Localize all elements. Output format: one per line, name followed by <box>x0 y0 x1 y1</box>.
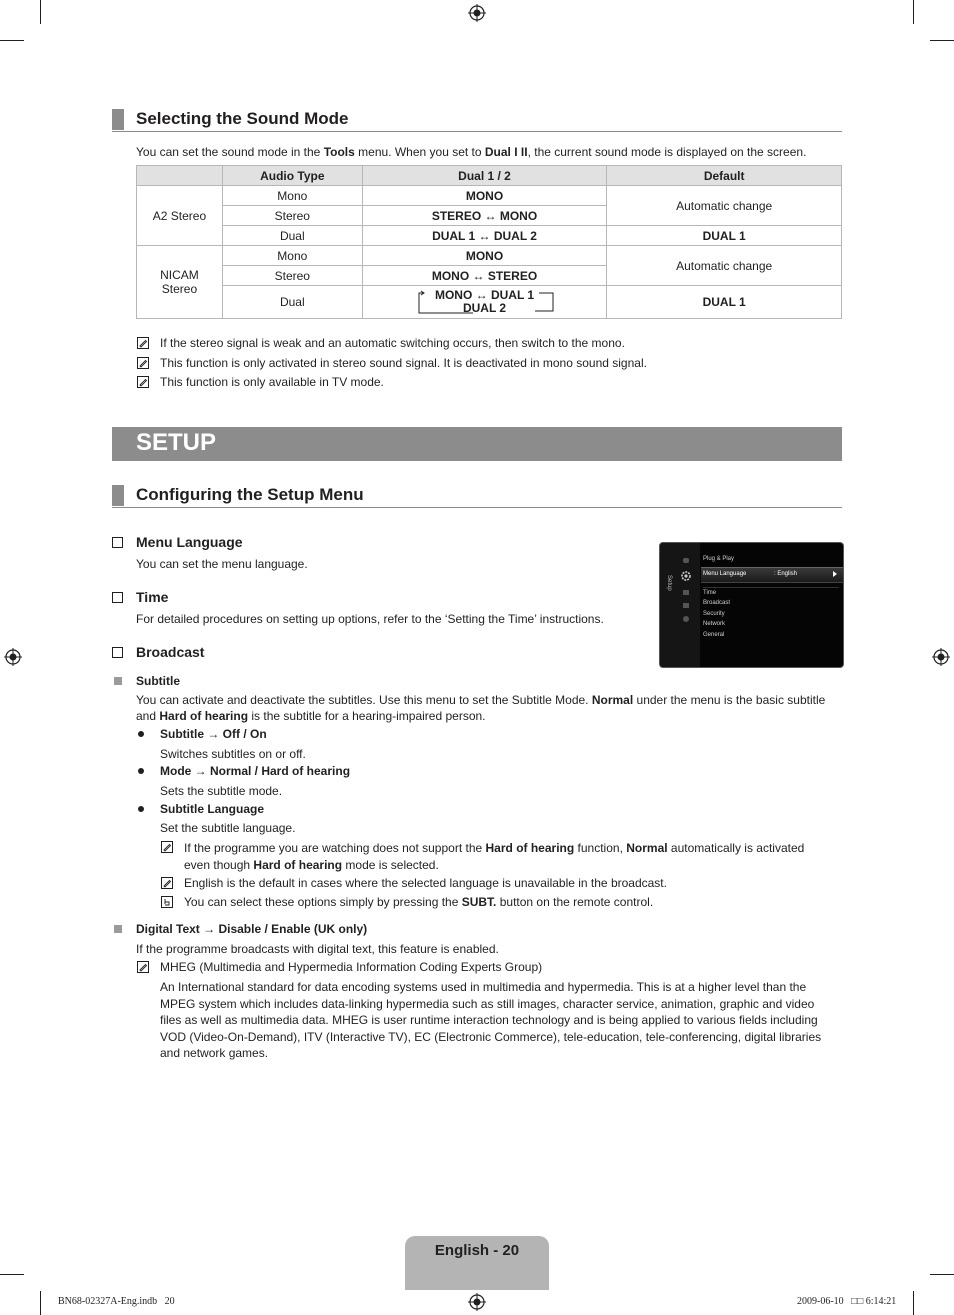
table-header: Default <box>607 166 842 186</box>
chapter-title-bar <box>112 427 842 461</box>
osd-arrow-right-icon <box>833 571 837 577</box>
osd-small-icon <box>683 590 689 595</box>
table-cell-group <box>137 246 223 319</box>
text-bold: Hard of hearing <box>159 709 249 723</box>
group-label: Stereo <box>161 282 198 296</box>
setup-menu-screenshot <box>659 542 844 668</box>
text-line: VOD (Video-On-Demand), ITV (Interactive TV), EC (Electronic Commerce), tele-education, tele-conferencing, digital libraries <box>160 1029 822 1044</box>
intro-text: , the current sound mode is displayed on the screen. <box>527 145 807 159</box>
table-cell <box>607 286 842 319</box>
note-text: If the stereo signal is weak and an automatic switching occurs, then switch to the mono. <box>160 336 625 350</box>
text-run: is the subtitle for a hearing-impaired person. <box>248 709 486 723</box>
note-text: This function is only activated in stereo sound signal. It is deactivated in mono sound signal. <box>160 356 647 370</box>
table-row <box>137 286 842 319</box>
text-bold: Hard of hearing <box>485 841 575 855</box>
print-slug-left: BN68-02327A-Eng.indb 20 <box>58 1296 175 1307</box>
table-row <box>137 246 842 266</box>
heading-text: Configuring the Setup Menu <box>136 485 364 504</box>
registration-mark-icon <box>468 4 486 22</box>
cell-value: MONO ↔ DUAL 1 <box>434 288 535 302</box>
cell-value: DUAL 2 <box>462 301 507 315</box>
osd-side-label: Setup <box>666 575 672 591</box>
osd-menu-item: General <box>703 632 725 638</box>
osd-small-icon <box>683 558 689 563</box>
crop-mark <box>0 40 24 41</box>
subtitle-desc <box>136 692 842 724</box>
intro-text: You can set the sound mode in the <box>136 145 324 159</box>
intro-bold: Tools <box>323 145 355 159</box>
page-number: English - 20 <box>434 1242 520 1259</box>
note-icon <box>137 337 149 349</box>
checkbox-bullet-icon <box>112 647 123 658</box>
note-icon <box>137 961 149 973</box>
checkbox-bullet-icon <box>112 592 123 603</box>
table-cell <box>362 226 607 246</box>
cell-value: DUAL 1 <box>702 228 746 243</box>
text-run: function, <box>574 841 627 855</box>
digital-text-title: Digital Text → Disable / Enable (UK only) <box>136 922 368 936</box>
crop-mark <box>40 1291 41 1315</box>
osd-menu-item: Plug & Play <box>703 556 735 562</box>
heading-bar <box>112 485 124 506</box>
text-bold: SUBT. <box>461 895 497 909</box>
crop-mark <box>913 1291 914 1315</box>
table-row <box>137 226 842 246</box>
bullet-dot-icon <box>138 806 144 812</box>
cycle-arrow-icon <box>415 289 557 315</box>
bullet-dot-icon <box>138 731 144 737</box>
broadcast-title: Broadcast <box>136 644 205 660</box>
crop-mark <box>930 40 954 41</box>
crop-mark <box>40 0 41 24</box>
text-run: even though <box>184 858 254 872</box>
osd-menu-item: Broadcast <box>703 600 731 606</box>
note-text: English is the default in cases where the selected language is unavailable in the broadcast. <box>184 876 667 890</box>
group-label: NICAM <box>160 268 199 282</box>
table-header <box>137 166 223 186</box>
table-cell: Dual <box>222 226 362 246</box>
digital-text-desc: If the programme broadcasts with digital text, this feature is enabled. <box>136 942 499 956</box>
subtitle-onoff-desc: Switches subtitles on or off. <box>160 747 306 761</box>
note-text: MHEG (Multimedia and Hypermedia Information Coding Experts Group) <box>160 960 543 974</box>
registration-mark-icon <box>468 1293 486 1311</box>
table-header: Audio Type <box>222 166 362 186</box>
table-cell <box>362 246 607 266</box>
menu-language-title: Menu Language <box>136 534 243 550</box>
table-cell: Mono <box>222 186 362 206</box>
osd-sidebar <box>660 543 700 667</box>
page-number-tab <box>405 1236 549 1290</box>
heading-bar <box>112 109 124 130</box>
osd-divider <box>703 587 839 588</box>
menu-language-desc: You can set the menu language. <box>136 557 308 571</box>
registration-mark-icon <box>932 648 950 666</box>
osd-menu-item: Time <box>703 590 717 596</box>
cell-value: DUAL 1 ↔ DUAL 2 <box>432 228 537 243</box>
table-cell: Stereo <box>222 206 362 226</box>
text-run: under the menu is the basic subtitle <box>633 693 826 707</box>
note-icon <box>161 841 173 853</box>
table-cell: Dual <box>222 286 362 319</box>
cell-value: STEREO ↔ MONO <box>431 208 538 223</box>
cell-value: MONO <box>465 248 504 263</box>
osd-menu-item: Security <box>703 611 725 617</box>
text-line: MPEG system which includes data-linking hypermedia such as still images, character service, animation, graphic and video <box>160 996 815 1011</box>
subtitle-mode-desc: Sets the subtitle mode. <box>160 784 283 798</box>
text-bold: Normal <box>591 693 634 707</box>
sound-mode-table <box>136 165 842 319</box>
table-cell <box>362 266 607 286</box>
table-header-row <box>137 166 842 186</box>
text-run: button on the remote control. <box>496 895 654 909</box>
checkbox-bullet-icon <box>112 537 123 548</box>
text-line: An International standard for data encoding systems used in multimedia and hypermedia. This is at a higher level than the <box>160 980 807 994</box>
crop-mark <box>930 1274 954 1275</box>
section-heading-configuring <box>112 485 842 508</box>
text-bold: Normal <box>626 841 668 855</box>
intro-text: menu. When you set to <box>354 145 485 159</box>
subtitle-language-desc: Set the subtitle language. <box>160 821 296 835</box>
subtitle-mode-title: Mode → Normal / Hard of hearing <box>160 764 351 778</box>
intro-bold: Dual I II <box>484 145 528 159</box>
osd-gear-icon <box>680 570 692 582</box>
remote-button-icon <box>161 896 173 908</box>
registration-mark-icon <box>4 648 22 666</box>
bullet-dot-icon <box>138 768 144 774</box>
text-run: You can activate and deactivate the subtitles. Use this menu to set the Subtitle Mode. <box>136 693 592 707</box>
note-text <box>184 840 844 874</box>
sound-intro <box>136 144 842 160</box>
table-cell-group: A2 Stereo <box>137 186 223 246</box>
time-title: Time <box>136 589 169 605</box>
table-cell: Stereo <box>222 266 362 286</box>
table-cell <box>607 226 842 246</box>
mheg-description <box>160 979 844 1062</box>
text-line: files as well as multimedia data. MHEG is user runtime interaction technology and is being applied to various fields including <box>160 1013 818 1027</box>
note-icon <box>137 357 149 369</box>
osd-small-icon <box>683 603 689 608</box>
table-cell: Mono <box>222 246 362 266</box>
text-run: automatically is activated <box>667 841 805 855</box>
crop-mark <box>0 1274 24 1275</box>
subtitle-onoff-title: Subtitle → Off / On <box>160 727 267 741</box>
time-desc: For detailed procedures on setting up options, refer to the ‘Setting the Time’ instructions. <box>136 612 604 626</box>
table-cell: Automatic change <box>607 186 842 226</box>
text-run: If the programme you are watching does not support the <box>184 841 486 855</box>
osd-small-icon <box>683 616 689 622</box>
note-text: This function is only available in TV mode. <box>160 375 384 389</box>
note-text <box>184 895 653 910</box>
subtitle-title: Subtitle <box>136 674 180 688</box>
osd-menu-item: Menu Language <box>703 571 747 577</box>
table-cell <box>362 206 607 226</box>
osd-menu-item: Network <box>703 621 726 627</box>
cell-value: MONO ↔ STEREO <box>431 268 538 283</box>
table-cell <box>362 186 607 206</box>
table-cell: Automatic change <box>607 246 842 286</box>
crop-mark <box>913 0 914 24</box>
text-run: You can select these options simply by pressing the <box>184 895 462 909</box>
section-heading-sound-mode <box>112 109 842 132</box>
text-line: and network games. <box>160 1046 269 1060</box>
square-bullet-icon <box>114 925 122 933</box>
heading-text: Selecting the Sound Mode <box>136 109 349 128</box>
text-run: mode is selected. <box>342 858 439 872</box>
osd-menu-value: : English <box>774 571 798 577</box>
text-bold: Hard of hearing <box>253 858 343 872</box>
table-header: Dual 1 / 2 <box>362 166 607 186</box>
note-icon <box>137 376 149 388</box>
table-row <box>137 186 842 206</box>
text-run: and <box>136 709 160 723</box>
subtitle-language-title: Subtitle Language <box>160 802 265 816</box>
note-icon <box>161 877 173 889</box>
cell-value: MONO <box>465 188 504 203</box>
chapter-title: SETUP <box>136 429 217 456</box>
cell-value: DUAL 1 <box>702 295 746 309</box>
print-slug-right: 2009-06-10 □□ 6:14:21 <box>797 1296 897 1307</box>
table-cell-cycle <box>362 286 607 319</box>
square-bullet-icon <box>114 677 122 685</box>
